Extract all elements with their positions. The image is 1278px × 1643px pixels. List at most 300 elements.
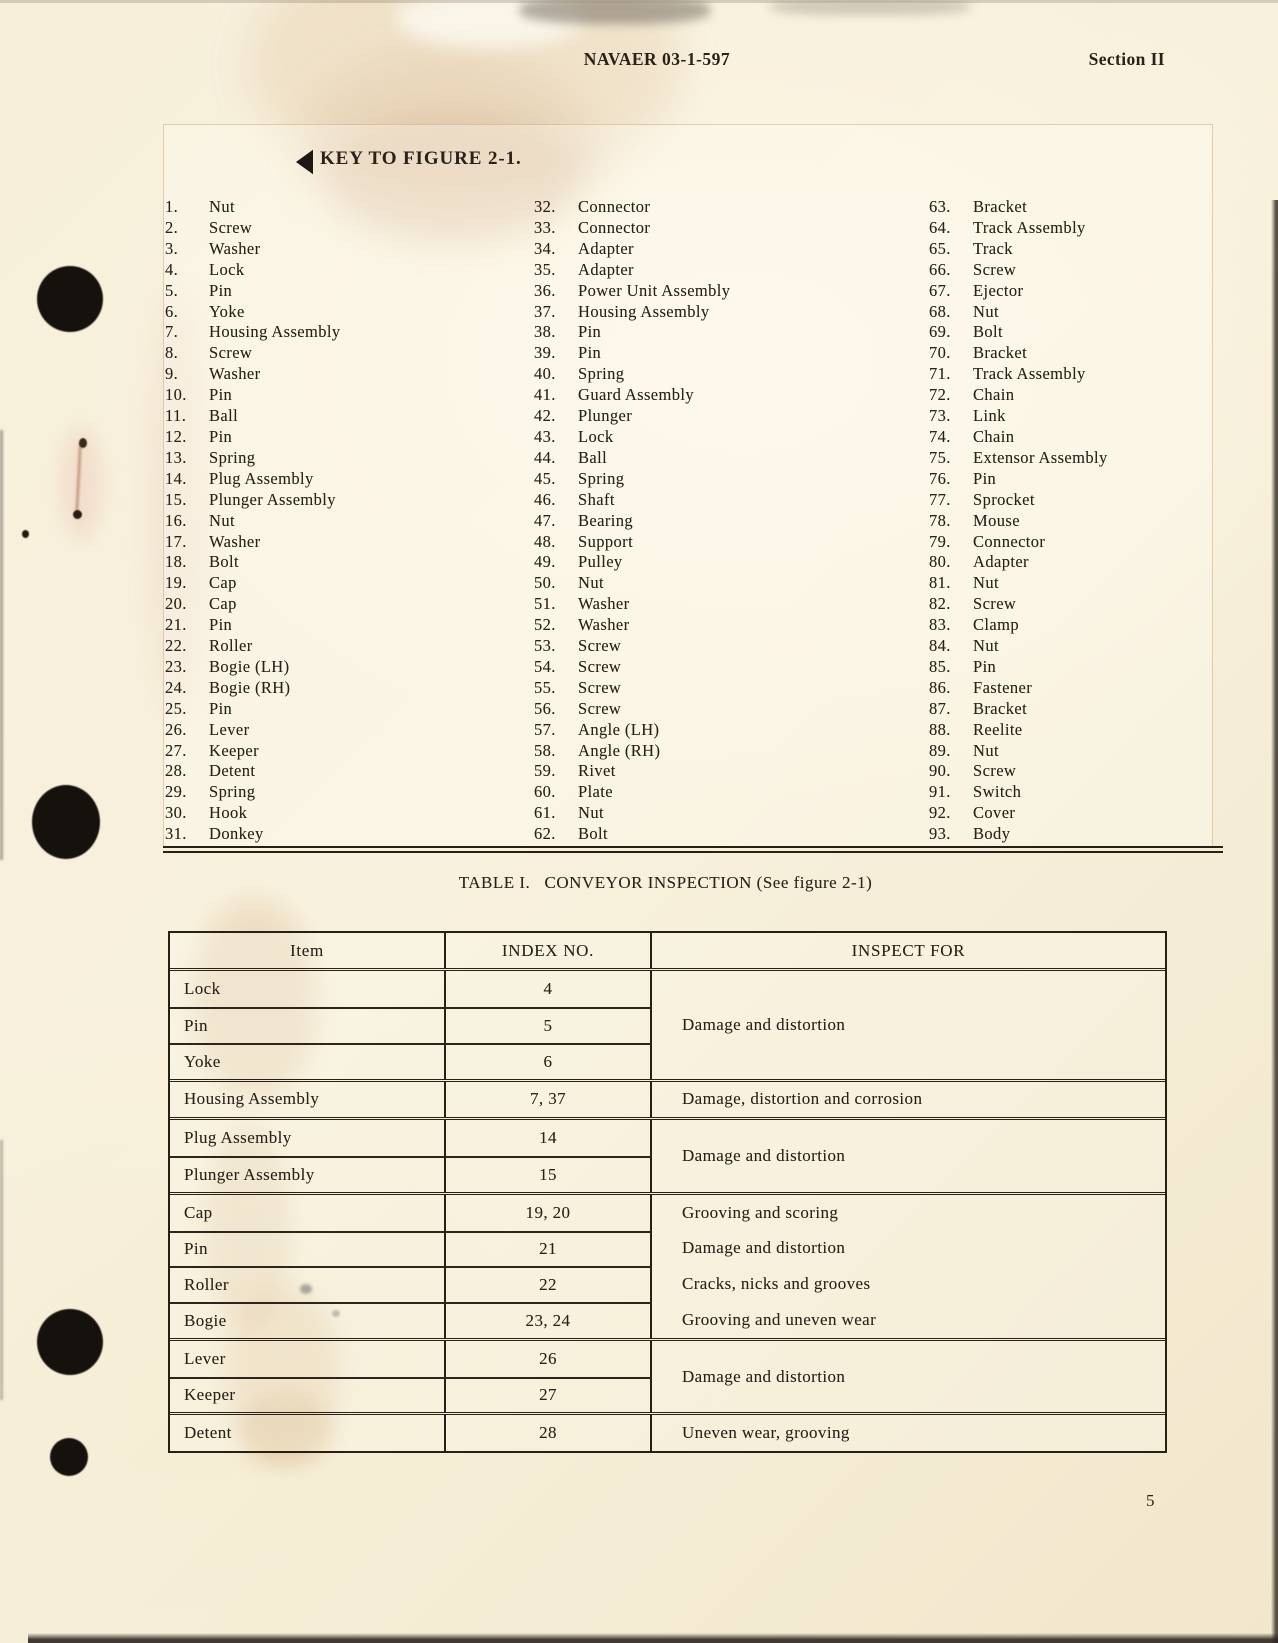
key-item xyxy=(929,782,1108,803)
table-row xyxy=(170,1231,652,1267)
key-item xyxy=(534,615,730,636)
key-item-label: Nut xyxy=(973,636,999,656)
table-group xyxy=(170,971,1165,1081)
key-item-number: 23. xyxy=(165,656,187,676)
staple-scratch xyxy=(75,442,82,518)
key-item-label: Screw xyxy=(973,594,1017,614)
key-item-number: 11. xyxy=(165,406,187,426)
document-number: NAVAER 03-1-597 xyxy=(583,49,731,69)
key-item-number: 62. xyxy=(534,824,556,844)
key-item xyxy=(534,657,730,678)
table-group-rows xyxy=(170,1082,652,1118)
key-item xyxy=(534,678,730,699)
key-item-number: 87. xyxy=(929,698,951,718)
key-item xyxy=(165,803,341,824)
table-group-rows xyxy=(170,1341,652,1413)
item-cell: Lever xyxy=(170,1341,446,1377)
key-item xyxy=(534,406,730,427)
index-no-cell: 6 xyxy=(446,1045,652,1079)
key-item-number: 12. xyxy=(165,426,187,446)
item-cell: Cap xyxy=(170,1195,446,1231)
key-item-number: 81. xyxy=(929,573,951,593)
key-item-number: 17. xyxy=(165,531,187,551)
key-item xyxy=(929,511,1108,532)
key-item xyxy=(534,782,730,803)
item-cell: Bogie xyxy=(170,1304,446,1338)
key-item xyxy=(165,761,341,782)
key-item xyxy=(534,469,730,490)
key-item-label: Pin xyxy=(578,322,602,342)
key-item-label: Chain xyxy=(973,426,1015,446)
key-title: KEY TO FIGURE 2-1. xyxy=(320,148,522,169)
key-item-number: 21. xyxy=(165,615,187,635)
key-item-number: 3. xyxy=(165,238,179,258)
key-item-number: 31. xyxy=(165,824,187,844)
key-item-label: Track Assembly xyxy=(973,217,1086,237)
key-item-number: 14. xyxy=(165,468,187,488)
key-item-label: Nut xyxy=(973,573,999,593)
inspect-for-text: Damage and distortion xyxy=(682,1146,846,1165)
key-item-number: 50. xyxy=(534,573,556,593)
key-item-label: Screw xyxy=(578,698,622,718)
key-item xyxy=(929,322,1108,343)
key-item-label: Sprocket xyxy=(973,489,1035,509)
key-item-label: Ball xyxy=(209,406,239,426)
table-row xyxy=(170,1195,652,1231)
key-item xyxy=(929,720,1108,741)
key-item xyxy=(534,699,730,720)
inspect-for-text: Grooving and uneven wear xyxy=(682,1309,877,1329)
inspect-for-text: Cracks, nicks and grooves xyxy=(682,1274,871,1294)
key-item-label: Pin xyxy=(578,343,602,363)
key-item-label: Screw xyxy=(578,656,622,676)
key-item-number: 79. xyxy=(929,531,951,551)
key-item-label: Detent xyxy=(209,761,256,781)
key-item-number: 82. xyxy=(929,594,951,614)
key-item-label: Bolt xyxy=(578,824,609,844)
key-item-label: Mouse xyxy=(973,510,1020,530)
inspect-for-cell xyxy=(652,1415,1165,1451)
key-item-label: Shaft xyxy=(578,489,615,509)
key-item-number: 86. xyxy=(929,677,951,697)
key-item-label: Lever xyxy=(209,719,250,739)
inspect-for-cell xyxy=(652,1195,1165,1338)
key-item xyxy=(165,636,341,657)
key-item xyxy=(534,761,730,782)
key-item-number: 77. xyxy=(929,489,951,509)
table-group-rows xyxy=(170,1120,652,1192)
table-row xyxy=(170,1302,652,1338)
key-item-label: Screw xyxy=(578,636,622,656)
key-item-number: 85. xyxy=(929,656,951,676)
inspect-for-cell xyxy=(652,1341,1165,1413)
key-item-number: 45. xyxy=(534,468,556,488)
key-item xyxy=(165,657,341,678)
key-item-label: Guard Assembly xyxy=(578,385,695,405)
key-item-number: 55. xyxy=(534,677,556,697)
key-item-label: Bracket xyxy=(973,698,1028,718)
key-item xyxy=(165,469,341,490)
key-item-number: 59. xyxy=(534,761,556,781)
table-row xyxy=(170,1043,652,1079)
key-item-label: Bolt xyxy=(973,322,1004,342)
key-item-label: Housing Assembly xyxy=(578,301,710,321)
item-cell: Lock xyxy=(170,971,446,1007)
key-item-label: Bearing xyxy=(578,510,634,530)
key-item xyxy=(929,406,1108,427)
key-item-number: 41. xyxy=(534,385,556,405)
key-item-label: Connector xyxy=(578,197,651,216)
index-no-cell: 15 xyxy=(446,1158,652,1192)
key-item-number: 84. xyxy=(929,636,951,656)
key-item-number: 36. xyxy=(534,280,556,300)
key-item xyxy=(929,260,1108,281)
key-item-number: 65. xyxy=(929,238,951,258)
key-item-label: Donkey xyxy=(209,824,264,844)
table-row xyxy=(170,1415,652,1451)
key-item-number: 47. xyxy=(534,510,556,530)
key-item-number: 54. xyxy=(534,656,556,676)
key-item-label: Nut xyxy=(578,573,604,593)
key-item-number: 61. xyxy=(534,803,556,823)
key-item xyxy=(165,552,341,573)
key-column xyxy=(165,197,341,845)
key-item-number: 71. xyxy=(929,364,951,384)
key-item-number: 27. xyxy=(165,740,187,760)
key-item-label: Screw xyxy=(209,343,253,363)
double-rule xyxy=(163,846,1223,853)
key-item xyxy=(534,281,730,302)
key-item-label: Track Assembly xyxy=(973,364,1086,384)
key-item-label: Washer xyxy=(209,531,261,551)
key-item xyxy=(929,594,1108,615)
punch-hole xyxy=(32,785,100,859)
key-item xyxy=(534,824,730,845)
key-item-label: Yoke xyxy=(209,301,245,321)
item-cell: Roller xyxy=(170,1268,446,1302)
key-item xyxy=(534,343,730,364)
key-item xyxy=(165,782,341,803)
key-item-number: 93. xyxy=(929,824,951,844)
key-item-number: 40. xyxy=(534,364,556,384)
key-item-number: 48. xyxy=(534,531,556,551)
scan-edge-left xyxy=(0,430,3,860)
inspection-table xyxy=(168,931,1167,1453)
key-item-number: 1. xyxy=(165,197,179,216)
key-item-number: 15. xyxy=(165,489,187,509)
key-item-label: Bolt xyxy=(209,552,240,572)
key-item-number: 57. xyxy=(534,719,556,739)
index-no-cell: 19, 20 xyxy=(446,1195,652,1231)
key-item-label: Plate xyxy=(578,782,613,802)
key-item-label: Spring xyxy=(209,447,256,467)
key-item-label: Screw xyxy=(578,677,622,697)
inspect-for-text: Uneven wear, grooving xyxy=(682,1423,850,1443)
key-item-label: Connector xyxy=(973,531,1046,551)
item-cell: Housing Assembly xyxy=(170,1082,446,1118)
table-title: TABLE I. CONVEYOR INSPECTION (See figure 2-1) xyxy=(458,873,873,892)
key-item-label: Screw xyxy=(973,761,1017,781)
key-item-number: 66. xyxy=(929,259,951,279)
key-item-label: Pin xyxy=(209,698,233,718)
scan-edge-left xyxy=(0,1140,3,1400)
key-item xyxy=(534,573,730,594)
key-item xyxy=(929,281,1108,302)
key-item xyxy=(165,406,341,427)
key-item xyxy=(165,343,341,364)
key-item-label: Bogie (LH) xyxy=(209,656,290,676)
scan-edge-right xyxy=(1271,200,1278,1643)
key-item xyxy=(534,741,730,762)
key-item xyxy=(534,552,730,573)
key-item xyxy=(534,511,730,532)
key-item-label: Pin xyxy=(973,468,997,488)
key-item-label: Adapter xyxy=(973,552,1029,572)
index-no-cell: 7, 37 xyxy=(446,1082,652,1118)
table-row xyxy=(170,1082,652,1118)
key-item-number: 9. xyxy=(165,364,179,384)
key-item-number: 42. xyxy=(534,406,556,426)
key-item-number: 26. xyxy=(165,719,187,739)
key-item-label: Cap xyxy=(209,594,237,614)
key-item-number: 29. xyxy=(165,782,187,802)
key-item-number: 53. xyxy=(534,636,556,656)
key-item-number: 51. xyxy=(534,594,556,614)
key-column xyxy=(534,197,730,845)
key-item-number: 44. xyxy=(534,447,556,467)
key-item xyxy=(165,824,341,845)
item-cell: Plug Assembly xyxy=(170,1120,446,1156)
key-item xyxy=(929,364,1108,385)
key-item-label: Cap xyxy=(209,573,237,593)
key-column xyxy=(929,197,1108,845)
table-group-rows xyxy=(170,1195,652,1338)
key-item xyxy=(165,490,341,511)
key-item-label: Body xyxy=(973,824,1011,844)
key-item-number: 74. xyxy=(929,426,951,446)
smudge xyxy=(770,0,970,15)
key-item-label: Track xyxy=(973,238,1013,258)
key-item xyxy=(929,302,1108,323)
key-item xyxy=(534,636,730,657)
inspect-for-text: Grooving and scoring xyxy=(682,1202,839,1222)
key-item xyxy=(929,239,1108,260)
key-item-number: 7. xyxy=(165,322,179,342)
key-item xyxy=(929,573,1108,594)
key-item xyxy=(534,302,730,323)
key-item-number: 24. xyxy=(165,677,187,697)
key-item xyxy=(929,657,1108,678)
key-item-label: Link xyxy=(973,406,1006,426)
index-no-cell: 28 xyxy=(446,1415,652,1451)
key-item-label: Pin xyxy=(209,280,233,300)
key-item xyxy=(929,218,1108,239)
key-item-label: Housing Assembly xyxy=(209,322,341,342)
key-item-label: Nut xyxy=(973,740,999,760)
key-item-label: Power Unit Assembly xyxy=(578,280,731,300)
key-item-number: 39. xyxy=(534,343,556,363)
key-item-number: 64. xyxy=(929,217,951,237)
inspect-for-cell xyxy=(652,971,1165,1078)
key-item xyxy=(165,594,341,615)
key-item-number: 60. xyxy=(534,782,556,802)
key-item-label: Adapter xyxy=(578,238,634,258)
key-item-number: 68. xyxy=(929,301,951,321)
key-item xyxy=(534,197,730,218)
key-item xyxy=(929,741,1108,762)
key-item-number: 8. xyxy=(165,343,179,363)
scan-edge-top xyxy=(0,0,1278,3)
key-item-number: 73. xyxy=(929,406,951,426)
key-item-label: Bracket xyxy=(973,197,1028,216)
staple-mark xyxy=(73,510,82,519)
table-row xyxy=(170,1341,652,1377)
key-item-number: 46. xyxy=(534,489,556,509)
inspect-for-text: Damage and distortion xyxy=(682,1014,846,1034)
staple-scratch xyxy=(60,428,102,540)
key-item-number: 16. xyxy=(165,510,187,530)
key-item xyxy=(929,699,1108,720)
key-item xyxy=(534,594,730,615)
key-item xyxy=(165,364,341,385)
key-item xyxy=(929,197,1108,218)
table-group xyxy=(170,1341,1165,1416)
key-item xyxy=(534,322,730,343)
key-item xyxy=(165,197,341,218)
index-no-cell: 4 xyxy=(446,971,652,1007)
key-item xyxy=(165,741,341,762)
key-item-number: 63. xyxy=(929,197,951,216)
key-item-label: Chain xyxy=(973,385,1015,405)
key-item xyxy=(929,636,1108,657)
key-item-label: Roller xyxy=(209,636,253,656)
key-item xyxy=(929,469,1108,490)
item-cell: Yoke xyxy=(170,1045,446,1079)
key-item-number: 2. xyxy=(165,217,179,237)
key-item-number: 10. xyxy=(165,385,187,405)
key-item xyxy=(929,803,1108,824)
key-item xyxy=(165,615,341,636)
key-item-number: 76. xyxy=(929,468,951,488)
key-item xyxy=(165,260,341,281)
table-group xyxy=(170,1195,1165,1341)
key-item-label: Angle (RH) xyxy=(578,740,661,760)
key-item-number: 28. xyxy=(165,761,187,781)
key-item-number: 83. xyxy=(929,615,951,635)
key-item xyxy=(929,490,1108,511)
key-item-number: 20. xyxy=(165,594,187,614)
key-item xyxy=(929,552,1108,573)
key-item xyxy=(929,532,1108,553)
key-item-label: Rivet xyxy=(578,761,616,781)
key-item xyxy=(165,322,341,343)
key-item-number: 5. xyxy=(165,280,179,300)
index-no-cell: 22 xyxy=(446,1268,652,1302)
key-item xyxy=(165,427,341,448)
key-item-label: Connector xyxy=(578,217,651,237)
table-row xyxy=(170,971,652,1007)
punch-hole xyxy=(37,1309,103,1375)
key-item xyxy=(165,511,341,532)
key-item-label: Bogie (RH) xyxy=(209,677,291,697)
key-item-label: Hook xyxy=(209,803,248,823)
key-item-label: Pulley xyxy=(578,552,623,572)
key-item-number: 32. xyxy=(534,197,556,216)
key-item-label: Switch xyxy=(973,782,1022,802)
key-item xyxy=(165,218,341,239)
key-item-label: Adapter xyxy=(578,259,634,279)
key-item-number: 49. xyxy=(534,552,556,572)
key-item xyxy=(165,239,341,260)
key-item-number: 52. xyxy=(534,615,556,635)
key-item-label: Washer xyxy=(578,594,630,614)
key-item xyxy=(165,302,341,323)
index-no-cell: 14 xyxy=(446,1120,652,1156)
key-item-number: 75. xyxy=(929,447,951,467)
key-item-number: 34. xyxy=(534,238,556,258)
speck xyxy=(22,530,29,538)
key-item xyxy=(534,803,730,824)
key-item-number: 22. xyxy=(165,636,187,656)
key-item-label: Pin xyxy=(973,656,997,676)
index-no-cell: 5 xyxy=(446,1009,652,1043)
index-no-cell: 26 xyxy=(446,1341,652,1377)
key-item-label: Nut xyxy=(973,301,999,321)
inspect-for-text: Damage and distortion xyxy=(682,1238,846,1258)
key-item-label: Fastener xyxy=(973,677,1033,697)
table-group xyxy=(170,1415,1165,1451)
inspect-for-text: Damage, distortion and corrosion xyxy=(682,1089,923,1109)
table-row xyxy=(170,1007,652,1043)
key-item-label: Lock xyxy=(578,426,614,446)
key-item-label: Screw xyxy=(973,259,1017,279)
item-cell: Pin xyxy=(170,1009,446,1043)
index-no-cell: 21 xyxy=(446,1233,652,1267)
key-item xyxy=(929,448,1108,469)
table-group-rows xyxy=(170,1415,652,1451)
key-item-number: 69. xyxy=(929,322,951,342)
key-item xyxy=(929,615,1108,636)
key-item-label: Pin xyxy=(209,426,233,446)
key-item xyxy=(929,427,1108,448)
key-item-label: Nut xyxy=(578,803,604,823)
key-item-number: 90. xyxy=(929,761,951,781)
inspect-for-cell xyxy=(652,1120,1165,1192)
key-item-label: Nut xyxy=(209,510,235,530)
key-item-label: Angle (LH) xyxy=(578,719,660,739)
key-item-label: Plug Assembly xyxy=(209,468,314,488)
key-item xyxy=(929,761,1108,782)
key-item xyxy=(929,343,1108,364)
key-item xyxy=(534,532,730,553)
key-item xyxy=(534,490,730,511)
key-item-label: Keeper xyxy=(209,740,260,760)
key-item-number: 25. xyxy=(165,698,187,718)
key-item xyxy=(165,678,341,699)
table-group xyxy=(170,1082,1165,1121)
key-item-label: Screw xyxy=(209,217,253,237)
key-item-label: Plunger Assembly xyxy=(209,489,336,509)
key-item-label: Spring xyxy=(209,782,256,802)
index-no-cell: 27 xyxy=(446,1379,652,1413)
key-item xyxy=(165,281,341,302)
staple-mark xyxy=(79,438,87,448)
index-no-cell: 23, 24 xyxy=(446,1304,652,1338)
key-item-label: Ejector xyxy=(973,280,1024,300)
key-item-label: Washer xyxy=(209,238,261,258)
key-item xyxy=(534,427,730,448)
key-item-label: Spring xyxy=(578,364,625,384)
